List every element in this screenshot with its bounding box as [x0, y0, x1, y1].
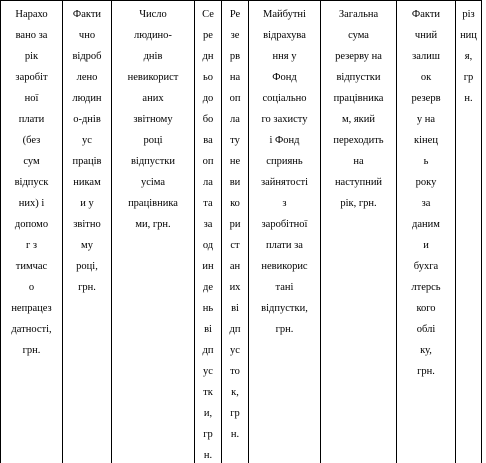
header-actual-reserve-balance	[397, 1, 456, 463]
header-difference	[456, 1, 482, 463]
header-difference-text: різ ниц я, гр н.	[460, 9, 477, 104]
header-average-daily-pay-text: Се ре дн ьо до бо ва оп ла та за од ин де нь ві дп ус тк и, гр н.	[202, 9, 214, 461]
header-unused-vacation-days	[112, 1, 195, 463]
header-total-reserve-next-year	[321, 1, 397, 463]
header-accrued-earnings	[1, 1, 63, 463]
header-reserve-unused-vacation	[222, 1, 249, 463]
header-actual-reserve-balance-text: Факти чний залиш ок резерв у на кінец ь року за даним и бухга лтерсь кого облі ку, грн.	[411, 9, 441, 377]
table-header-row	[1, 1, 482, 463]
header-total-reserve-next-year-text: Загальна сума резерву на відпустки працівника м, який переходить на наступний рік, грн.	[333, 9, 384, 209]
header-average-daily-pay	[195, 1, 222, 463]
header-actual-worked-days	[63, 1, 112, 463]
header-future-social-fund	[249, 1, 321, 463]
header-future-social-fund-text: Майбутні відрахува ння у Фонд соціально го захисту і Фонд сприянь зайнятості з заробітної плати за невикорис тані відпустки, грн.	[260, 9, 308, 335]
header-accrued-earnings-text: Нарахо вано за рік заробіт ної плати (без сум відпуск них) і допомо г з тимчас о непрацез датності, грн.	[11, 9, 52, 356]
header-unused-vacation-days-text: Число людино- днів невикорист аних звітному році відпустки усіма працівника ми, грн.	[127, 9, 179, 230]
header-reserve-unused-vacation-text: Ре зе рв на оп ла ту не ви ко ри ст ан их ві дп ус то к, гр н.	[229, 9, 241, 440]
header-actual-worked-days-text: Факти чно відроб лено людин о-днів ус праців никам и у звітно му році, грн.	[72, 9, 102, 293]
